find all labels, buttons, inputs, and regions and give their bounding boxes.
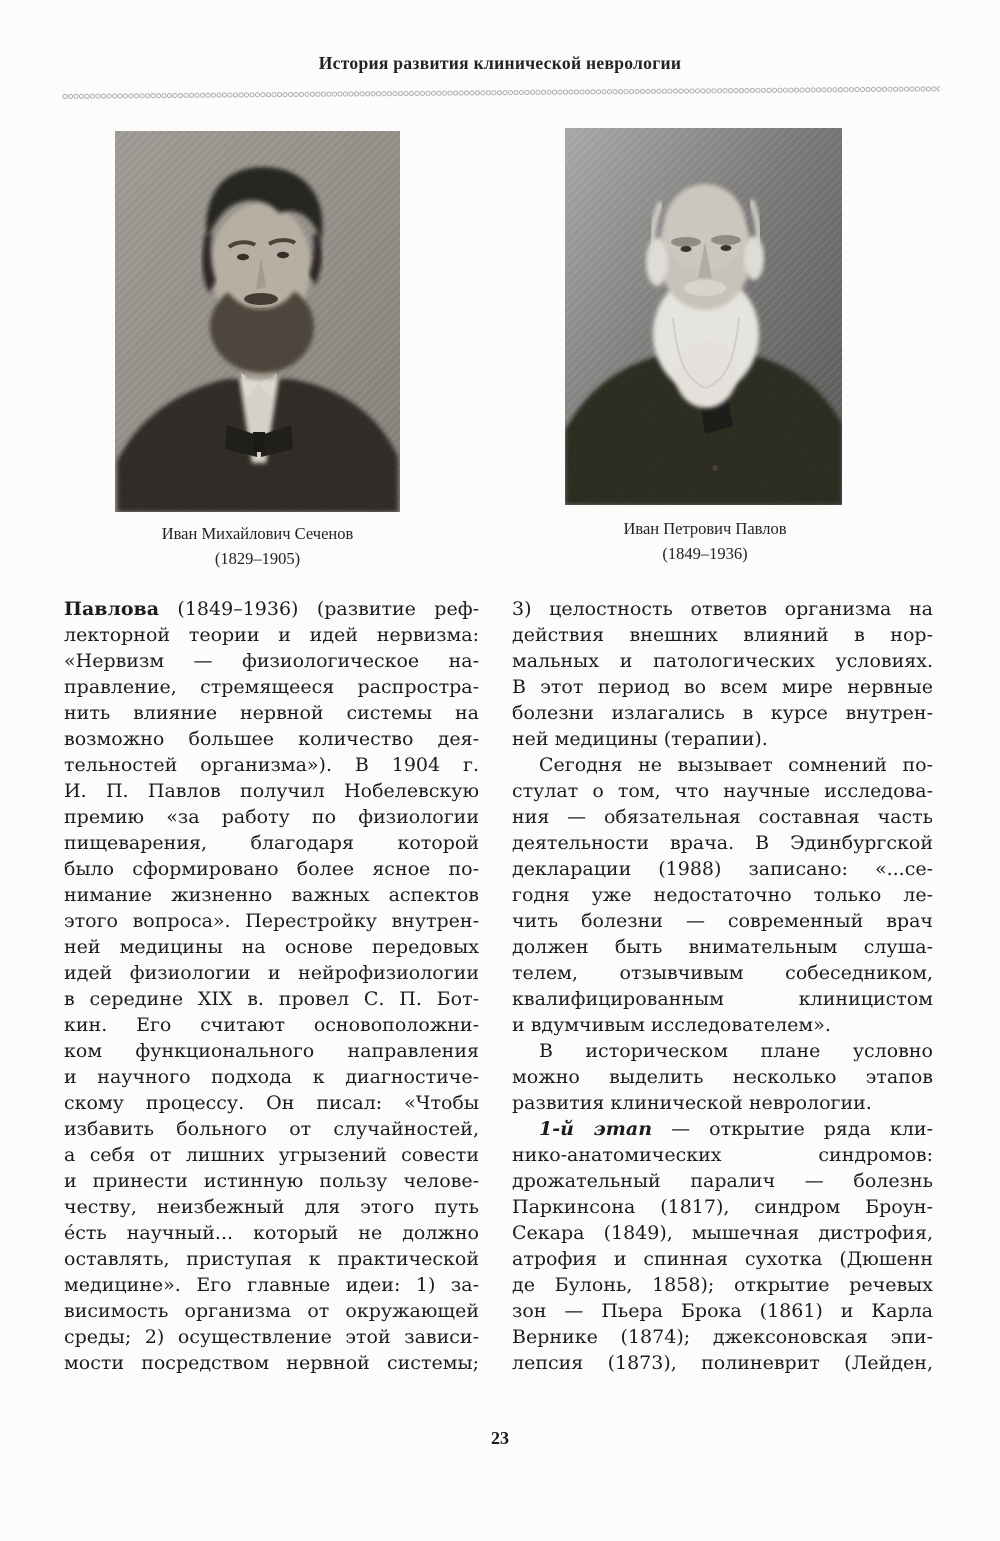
text-line: лепсия (1873), полиневрит (Лейден, xyxy=(512,1352,933,1374)
text-line: возможно большее количество дея- xyxy=(64,728,479,750)
text-line: должен быть внимательным слуша- xyxy=(512,936,933,958)
text-line: дрожательный паралич — болезнь xyxy=(512,1170,933,1192)
text-line: Вернике (1874); джексоновская эпи- xyxy=(512,1326,933,1348)
text-column-left xyxy=(64,596,479,1376)
text-line: квалифицированным клиницистом xyxy=(512,988,933,1010)
caption-pavlov xyxy=(545,516,865,566)
text-line: медицине». Его главные идеи: 1) за- xyxy=(64,1274,479,1296)
text-line: В этот период во всем мире нервные xyxy=(512,676,933,698)
caption-sechenov xyxy=(90,521,425,571)
text-line: ней медицины (терапии). xyxy=(512,728,768,750)
text-line: лекторной теории и идей нервизма: xyxy=(64,624,479,646)
text-line: кин. Его считают основоположни- xyxy=(64,1014,479,1036)
text-line: нимание жизненно важных аспектов xyxy=(64,884,479,906)
sechenov-portrait-illustration xyxy=(115,131,400,512)
text-line: висимость организма от окружающей xyxy=(64,1300,479,1322)
pavlov-portrait-illustration xyxy=(565,128,842,505)
text-line: В историческом плане условно xyxy=(539,1040,933,1062)
text-line: ния — обязательная составная часть xyxy=(512,806,933,828)
text-line: телем, отзывчивым собеседником, xyxy=(512,962,933,984)
text-line: идей физиологии и нейрофизиологии xyxy=(64,962,479,984)
emphasis-lead: 1-й этап xyxy=(539,1118,653,1140)
text-line: в середине XIX в. провел С. П. Бот- xyxy=(64,988,479,1010)
text-line: Секара (1849), мышечная дистрофия, xyxy=(512,1222,933,1244)
text-line: Сегодня не вызывает сомнений по- xyxy=(539,754,933,776)
text-line: пищеварения, благодаря которой xyxy=(64,832,479,854)
text-line: нико-анатомических синдромов: xyxy=(512,1144,933,1166)
text-line: де Булонь, 1858); открытие речевых xyxy=(512,1274,933,1296)
text-line: стулат о том, что научные исследова- xyxy=(512,780,933,802)
text-line: правление, стремящееся распростра- xyxy=(64,676,479,698)
text-line: 1-й этап — открытие ряда кли- xyxy=(539,1118,933,1140)
text-line: е́сть научный... который не должно xyxy=(64,1222,479,1244)
text-line: декларации (1988) записано: «...се- xyxy=(512,858,933,880)
text-line: честву, неизбежный для этого путь xyxy=(64,1196,479,1218)
text-line: 3) целостность ответов организма на xyxy=(512,598,933,620)
text-line: ком функционального направления xyxy=(64,1040,479,1062)
text-line: было сформировано более ясное по- xyxy=(64,858,479,880)
text-line: действия внешних влияний в нор- xyxy=(512,624,933,646)
text-line: годня уже недостаточно только ле- xyxy=(512,884,933,906)
text-line: можно выделить несколько этапов xyxy=(512,1066,933,1088)
caption-sechenov-name: Иван Михайлович Сеченов xyxy=(161,524,354,543)
text-line: «Нервизм — физиологическое на- xyxy=(64,650,479,672)
caption-sechenov-years: (1829–1905) xyxy=(214,549,301,568)
caption-pavlov-years: (1849–1936) xyxy=(662,544,748,563)
text-line: чить болезни — современный врач xyxy=(512,910,933,932)
text-line: развития клинической неврологии. xyxy=(512,1092,872,1114)
text-line: избавить больного от случайностей, xyxy=(64,1118,479,1140)
text-line: деятельности врача. В Эдинбургской xyxy=(512,832,933,854)
page-number: 23 xyxy=(491,1428,509,1448)
text-line: мальных и патологических условиях. xyxy=(512,650,933,672)
text-line: и вдумчивым исследователем». xyxy=(512,1014,831,1036)
text-line: Павлова (1849–1936) (развитие реф- xyxy=(64,598,479,620)
text-line: оставлять, приступая к практической xyxy=(64,1248,479,1270)
text-line: среды; 2) осуществление этой зависи- xyxy=(64,1326,479,1348)
text-line: И. П. Павлов получил Нобелевскую xyxy=(64,780,479,802)
text-line: и научного подхода к диагностиче- xyxy=(64,1066,479,1088)
caption-pavlov-name: Иван Петрович Павлов xyxy=(623,519,787,538)
text-line: зон — Пьера Брока (1861) и Карла xyxy=(512,1300,933,1322)
text-line: Паркинсона (1817), синдром Броун- xyxy=(512,1196,933,1218)
text-line: этого вопроса». Перестройку внутрен- xyxy=(64,910,479,932)
text-line: болезни излагались в курсе внутрен- xyxy=(512,702,933,724)
text-line: премию «за работу по физиологии xyxy=(64,806,479,828)
emphasis-lead: Павлова xyxy=(64,598,160,620)
text-line: атрофия и спинная сухотка (Дюшенн xyxy=(512,1248,933,1270)
text-line: а себя от лишних угрызений совести xyxy=(64,1144,479,1166)
text-line: ней медицины на основе передовых xyxy=(64,936,479,958)
ornament-divider xyxy=(62,85,940,100)
text-column-right xyxy=(512,596,933,1376)
portrait-sechenov-photo xyxy=(115,131,400,512)
text-line: нить влияние нервной системы на xyxy=(64,702,479,724)
portrait-pavlov-photo xyxy=(565,128,842,505)
text-line: тельностей организма»). В 1904 г. xyxy=(64,754,479,776)
page-header-title: История развития клинической неврологии xyxy=(318,53,682,73)
text-line: мости посредством нервной системы; xyxy=(64,1352,479,1374)
text-line: скому процессу. Он писал: «Чтобы xyxy=(64,1092,479,1114)
text-line: и принести истинную пользу челове- xyxy=(64,1170,479,1192)
